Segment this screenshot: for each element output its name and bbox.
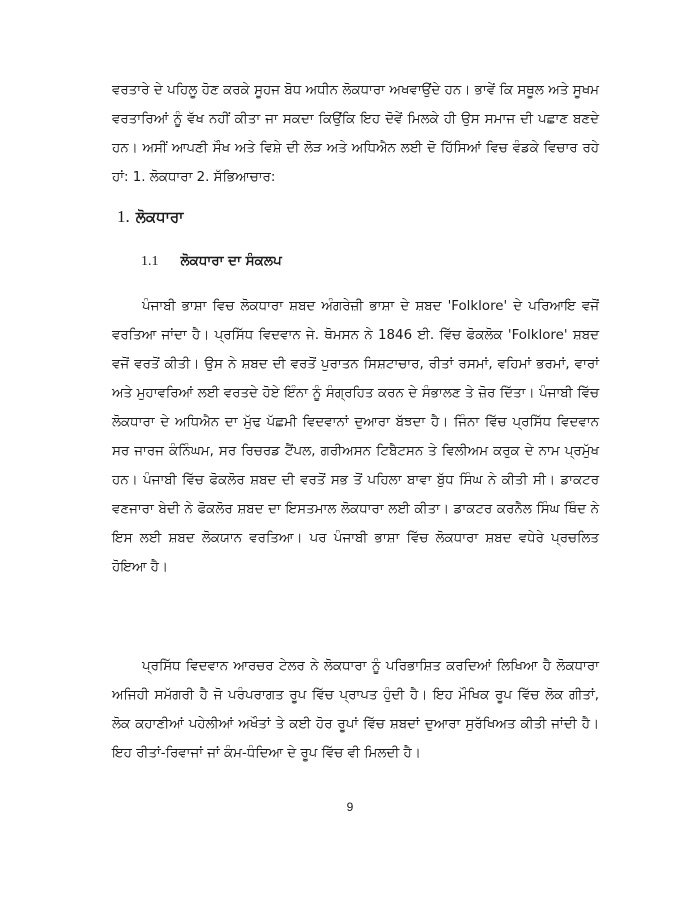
subsection-heading [141, 253, 282, 270]
section-title: ਲੋਕਧਾਰਾ [135, 208, 184, 226]
body-paragraph [112, 76, 599, 192]
section-number: 1. [117, 207, 130, 226]
page-number: 9 [346, 800, 354, 814]
subsection-title: ਲੋਕਧਾਰਾ ਦਾ ਸੰਕਲਪ [180, 253, 282, 269]
paragraph-text: ਪ੍ਰਸਿੱਧ ਵਿਦਵਾਨ ਆਰਚਰ ਟੇਲਰ ਨੇ ਲੋਕਧਾਰਾ ਨੂੰ ਪਰਿਭਾਸ਼ਿਤ ਕਰਦਿਆਂ ਲਿਖਿਆ ਹੈ ਲੋਕਧਾਰਾ ਅਜਿਹੀ ਸਮੱਗਰੀ ਹੈ ਜੋ ਪਰੰਪਰਾਗਤ ਰੂਪ ਵਿੱਚ ਪ੍ਰਾਪਤ ਹੁੰਦੀ ਹੈ। ਇਹ ਮੌਖਿਕ ਰੂਪ ਵਿੱਚ ਲੋਕ ਗੀਤਾਂ, ਲੋਕ ਕਹਾਣੀਆਂ ਪਹੇਲੀਆਂ ਅਖੌਤਾਂ ਤੇ ਕਈ ਹੋਰ ਰੂਪਾਂ ਵਿੱਚ ਸ਼ਬਦਾਂ ਦੁਆਰਾ ਸੁਰੱਖਿਅਤ ਕੀਤੀ ਜਾਂਦੀ ਹੈ। ਇਹ ਰੀਤਾਂ-ਰਿਵਾਜਾਂ ਜਾਂ ਕੰਮ-ਧੰਦਿਆ ਦੇ ਰੂਪ ਵਿੱਚ ਵੀ ਮਿਲਦੀ ਹੈ। [112, 659, 599, 761]
paragraph-text: ਵਰਤਾਰੇ ਦੇ ਪਹਿਲੂ ਹੋਣ ਕਰਕੇ ਸੂਹਜ ਬੋਧ ਅਧੀਨ ਲੋਕਧਾਰਾ ਅਖਵਾਉਂਦੇ ਹਨ। ਭਾਵੇਂ ਕਿ ਸਥੂਲ ਅਤੇ ਸੂਖਮ ਵਰਤਾਰਿਆਂ ਨੂੰ ਵੱਖ ਨਹੀਂ ਕੀਤਾ ਜਾ ਸਕਦਾ ਕਿਉਂਕਿ ਇਹ ਦੋਵੇਂ ਮਿਲਕੇ ਹੀ ਉਸ ਸਮਾਜ ਦੀ ਪਛਾਣ ਬਣਦੇ ਹਨ। ਅਸੀਂ ਆਪਣੀ ਸੌਖ ਅਤੇ ਵਿਸ਼ੇ ਦੀ ਲੋੜ ਅਤੇ ਅਧਿਐਨ ਲਈ ਦੋ ਹਿੱਸਿਆਂ ਵਿਚ ਵੰਡਕੇ ਵਿਚਾਰ ਰਹੇ ਹਾਂ: 1. ਲੋਕਧਾਰਾ 2. ਸੱਭਿਆਚਾਰ: [112, 83, 599, 185]
section-heading [117, 207, 183, 227]
paragraph-text: ਪੰਜਾਬੀ ਭਾਸ਼ਾ ਵਿਚ ਲੋਕਧਾਰਾ ਸ਼ਬਦ ਅੰਗਰੇਜ਼ੀ ਭਾਸ਼ਾ ਦੇ ਸ਼ਬਦ 'Folklore' ਦੇ ਪਰਿਆਇ ਵਜੋਂ ਵਰਤਿਆ ਜਾਂਦਾ ਹੈ। ਪ੍ਰਸਿੱਧ ਵਿਦਵਾਨ ਜੇ. ਥੋਮਸਨ ਨੇ 1846 ਈ. ਵਿੱਚ ਫੋਕਲੋਕ 'Folklore' ਸ਼ਬਦ ਵਜੋਂ ਵਰਤੋਂ ਕੀਤੀ। ਉਸ ਨੇ ਸ਼ਬਦ ਦੀ ਵਰਤੋਂ ਪੁਰਾਤਨ ਸਿਸ਼ਟਾਚਾਰ, ਰੀਤਾਂ ਰਸਮਾਂ, ਵਹਿਮਾਂ ਭਰਮਾਂ, ਵਾਰਾਂ ਅਤੇ ਮੁਹਾਵਰਿਆਂ ਲਈ ਵਰਤਦੇ ਹੋਏ ਇੰਨਾ ਨੂੰ ਸੰਗ੍ਰਹਿਤ ਕਰਨ ਦੇ ਸੰਭਾਲਣ ਤੇ ਜ਼ੋਰ ਦਿੱਤਾ। ਪੰਜਾਬੀ ਵਿੱਚ ਲੋਕਧਾਰਾ ਦੇ ਅਧਿਐਨ ਦਾ ਮੁੱਢ ਪੱਛਮੀ ਵਿਦਵਾਨਾਂ ਦੁਆਰਾ ਬੱਝਦਾ ਹੈ। ਜਿੰਨਾ ਵਿੱਚ ਪ੍ਰਸਿੱਧ ਵਿਦਵਾਨ ਸਰ ਜਾਰਜ ਕੰਨਿੰਘਮ, ਸਰ ਰਿਚਰਡ ਟੈਂਪਲ, ਗਰੀਅਸਨ ਟਿਬੈਟਸਨ ਤੇ ਵਿਲੀਅਮ ਕਰੁਕ ਦੇ ਨਾਮ ਪ੍ਰਮੁੱਖ ਹਨ। ਪੰਜਾਬੀ ਵਿੱਚ ਫੋਕਲੋਰ ਸ਼ਬਦ ਦੀ ਵਰਤੋਂ ਸਭ ਤੋਂ ਪਹਿਲਾ ਬਾਵਾ ਬੁੱਧ ਸਿੰਘ ਨੇ ਕੀਤੀ ਸੀ। ਡਾਕਟਰ ਵਣਜਾਰਾ ਬੇਦੀ ਨੇ ਫੋਕਲੋਰ ਸ਼ਬਦ ਦਾ ਇਸਤਮਾਲ ਲੋਕਧਾਰਾ ਲਈ ਕੀਤਾ। ਡਾਕਟਰ ਕਰਨੈਲ ਸਿੰਘ ਥਿੰਦ ਨੇ ਇਸ ਲਈ ਸ਼ਬਦ ਲੋਕਯਾਨ ਵਰਤਿਆ। ਪਰ ਪੰਜਾਬੀ ਭਾਸ਼ਾ ਵਿੱਚ ਲੋਕਧਾਰਾ ਸ਼ਬਦ ਵਧੇਰੇ ਪ੍ਰਚਲਿਤ ਹੋਇਆ ਹੈ। [112, 299, 599, 575]
subsection-number: 1.1 [141, 254, 159, 269]
body-paragraph [112, 292, 599, 582]
body-paragraph [112, 652, 599, 768]
